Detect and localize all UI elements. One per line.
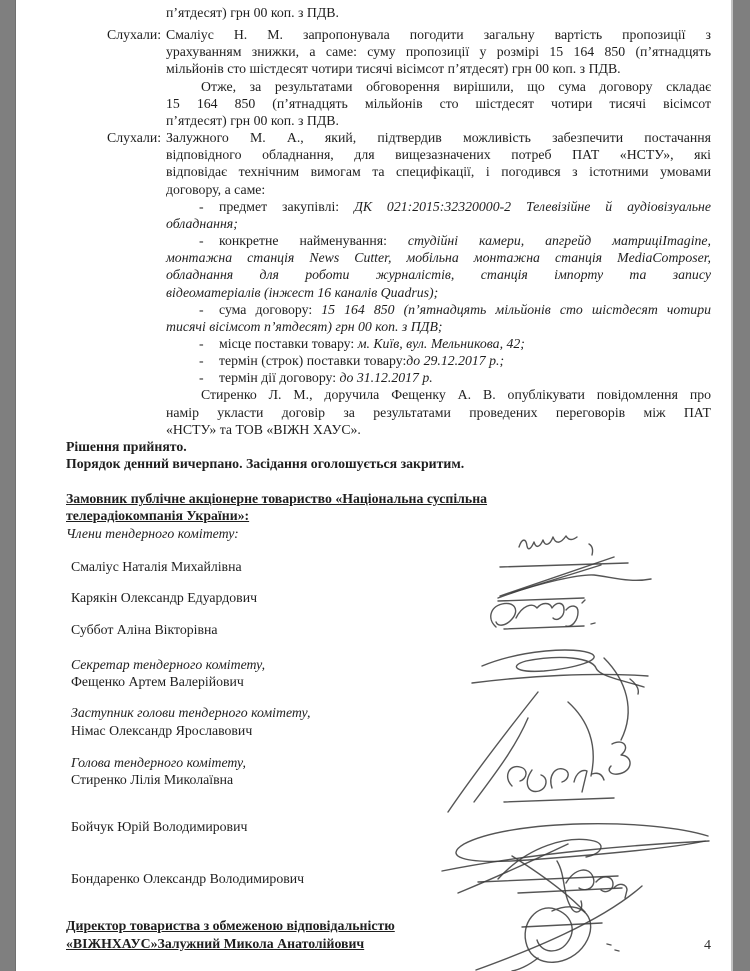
text-line — [66, 917, 711, 934]
text-line — [66, 870, 711, 887]
text-segment: телерадіокомпанія України»: — [66, 508, 250, 524]
text-line — [66, 60, 711, 77]
text-line — [66, 352, 711, 369]
text-segment: Залужного М. А., який, підтвердив можливість забезпечити постачання — [166, 130, 711, 146]
text-line — [66, 589, 711, 606]
list-dash: - — [199, 353, 204, 369]
text-segment: Порядок денний вичерпано. Засідання оголошується закритим. — [66, 456, 465, 472]
text-segment: «НСТУ» та ТОВ «ВІЖН ХАУС». — [166, 421, 361, 437]
text-segment: термін дії договору: — [219, 370, 340, 386]
list-dash: - — [199, 335, 204, 351]
text-line — [66, 249, 711, 266]
text-segment: 15 164 850 (п’ятнадцять мільйонів сто шістдесят чотири тисячі вісімсот — [166, 95, 711, 111]
text-segment: відповідає технічним вимогам та специфікації, і погодився з істотними умовами — [166, 164, 711, 180]
text-segment: ДК 021:2015:32320000-2 Телевізійне й аудіовізуальне — [354, 198, 712, 214]
text-line — [66, 754, 711, 771]
heard-label: Слухали: — [107, 27, 162, 43]
text-line — [66, 318, 711, 335]
text-line — [66, 284, 711, 301]
list-dash: - — [199, 370, 204, 386]
text-line — [66, 266, 711, 283]
text-segment: Бондаренко Олександр Володимирович — [71, 871, 305, 887]
text-segment: п’ятдесят) грн 00 коп. з ПДВ. — [166, 112, 339, 128]
text-segment: «ВІЖНХАУС»Залужний Микола Анатолійович — [66, 935, 365, 951]
text-line — [66, 935, 711, 952]
text-segment: Стиренко Лілія Миколаївна — [71, 771, 234, 787]
text-line — [66, 215, 711, 232]
text-segment: п’ятдесят) грн 00 коп. з ПДВ. — [166, 5, 339, 20]
text-line — [66, 4, 711, 21]
text-segment: Смаліус Наталія Михайлівна — [71, 558, 242, 574]
text-segment: Директор товариства з обмеженою відповідальністю — [66, 918, 395, 934]
text-segment: Голова тендерного комітету, — [71, 754, 246, 770]
text-segment: Німас Олександр Ярославович — [71, 722, 253, 738]
text-segment: Замовник публічне акціонерне товариство «Національна суспільна — [66, 491, 488, 507]
document-content — [66, 4, 711, 952]
text-line — [66, 78, 711, 95]
text-segment: відеоматеріалів (інжест 16 каналів Quadrus); — [166, 284, 439, 300]
text-segment: намір укласти договір за результатами проведених переговорів між ПАТ — [166, 404, 711, 420]
text-line — [66, 369, 711, 386]
text-line — [66, 163, 711, 180]
text-segment: монтажна станція News Cutter, мобільна монтажна станція MediaComposer, — [166, 250, 711, 266]
text-segment: сума договору: — [219, 301, 322, 317]
text-line — [66, 673, 711, 690]
text-line — [66, 704, 711, 721]
text-segment: Бойчук Юрій Володимирович — [71, 819, 248, 835]
text-segment: до 31.12.2017 р. — [339, 370, 433, 386]
text-line — [66, 43, 711, 60]
text-segment: відповідного обладнання, для вищезазначених потреб ПАТ «НСТУ», які — [166, 147, 711, 163]
page-number: 4 — [704, 938, 711, 953]
text-segment: обладнання; — [166, 215, 238, 231]
text-line — [66, 507, 711, 524]
text-line — [66, 771, 711, 788]
text-line — [66, 404, 711, 421]
text-segment: тисячі вісімсот п’ятдесят) грн 00 коп. з ПДВ; — [166, 318, 443, 334]
text-line — [66, 146, 711, 163]
text-line — [66, 490, 711, 507]
text-segment: Члени тендерного комітету: — [66, 525, 239, 541]
document-paper — [15, 0, 733, 971]
body-lines — [66, 4, 711, 472]
text-segment: мільйонів сто шістдесят чотири тисячі вісімсот п’ятдесят) грн 00 коп. з ПДВ. — [166, 61, 621, 77]
text-line — [66, 558, 711, 575]
text-segment: Секретар тендерного комітету, — [71, 657, 266, 673]
text-segment: м. Київ, вул. Мельникова, 42; — [357, 335, 525, 351]
text-segment: Суббот Аліна Вікторівна — [71, 622, 218, 637]
text-segment: студійні камери, апгрейд матриціImagine, — [407, 233, 712, 249]
text-segment: Рішення прийнято. — [66, 438, 187, 454]
text-line — [66, 438, 711, 455]
text-segment: до 29.12.2017 р.; — [406, 353, 505, 369]
text-line — [66, 621, 711, 638]
text-line — [66, 301, 711, 318]
list-dash: - — [199, 233, 204, 249]
list-dash: - — [199, 198, 204, 214]
text-segment: предмет закупівлі: — [219, 198, 355, 214]
text-line — [66, 525, 711, 542]
text-line — [66, 455, 711, 472]
text-segment: договору, а саме: — [166, 181, 266, 197]
list-dash: - — [199, 301, 204, 317]
text-line — [66, 421, 711, 438]
text-line — [66, 26, 711, 43]
text-segment: 15 164 850 (п’ятнадцять мільйонів сто шістдесят чотири — [321, 301, 711, 317]
text-line — [66, 656, 711, 673]
text-segment: урахуванням знижки, а саме: суму пропозиції у розмірі 15 164 850 (п’ятнадцять — [166, 44, 711, 60]
text-line — [66, 335, 711, 352]
text-segment: Заступник голови тендерного комітету, — [71, 705, 311, 721]
text-line — [66, 232, 711, 249]
text-line — [66, 818, 711, 835]
text-line — [66, 722, 711, 739]
signing-lines — [66, 490, 711, 952]
text-line — [66, 198, 711, 215]
text-line — [66, 386, 711, 403]
text-segment: місце поставки товару: — [219, 335, 358, 351]
text-segment: Фещенко Артем Валерійович — [71, 674, 244, 690]
heard-label: Слухали: — [107, 130, 162, 146]
text-segment: Стиренко Л. М., доручила Фещенку А. В. опублікувати повідомлення про — [201, 387, 711, 403]
text-segment: термін (строк) поставки товару: — [219, 353, 407, 369]
text-segment: Карякін Олександр Едуардович — [71, 589, 258, 605]
text-line — [66, 112, 711, 129]
text-segment: Смаліус Н. М. запропонувала погодити загальну вартість пропозиції з — [166, 27, 711, 43]
text-segment: конкретне найменування: — [219, 233, 408, 249]
text-segment: обладнання для роботи журналістів, станція імпорту та запису — [166, 267, 711, 283]
text-line — [66, 129, 711, 146]
text-line — [66, 95, 711, 112]
text-line — [66, 181, 711, 198]
text-segment: Отже, за результатами обговорення вирішили, що сума договору складає — [201, 78, 711, 94]
